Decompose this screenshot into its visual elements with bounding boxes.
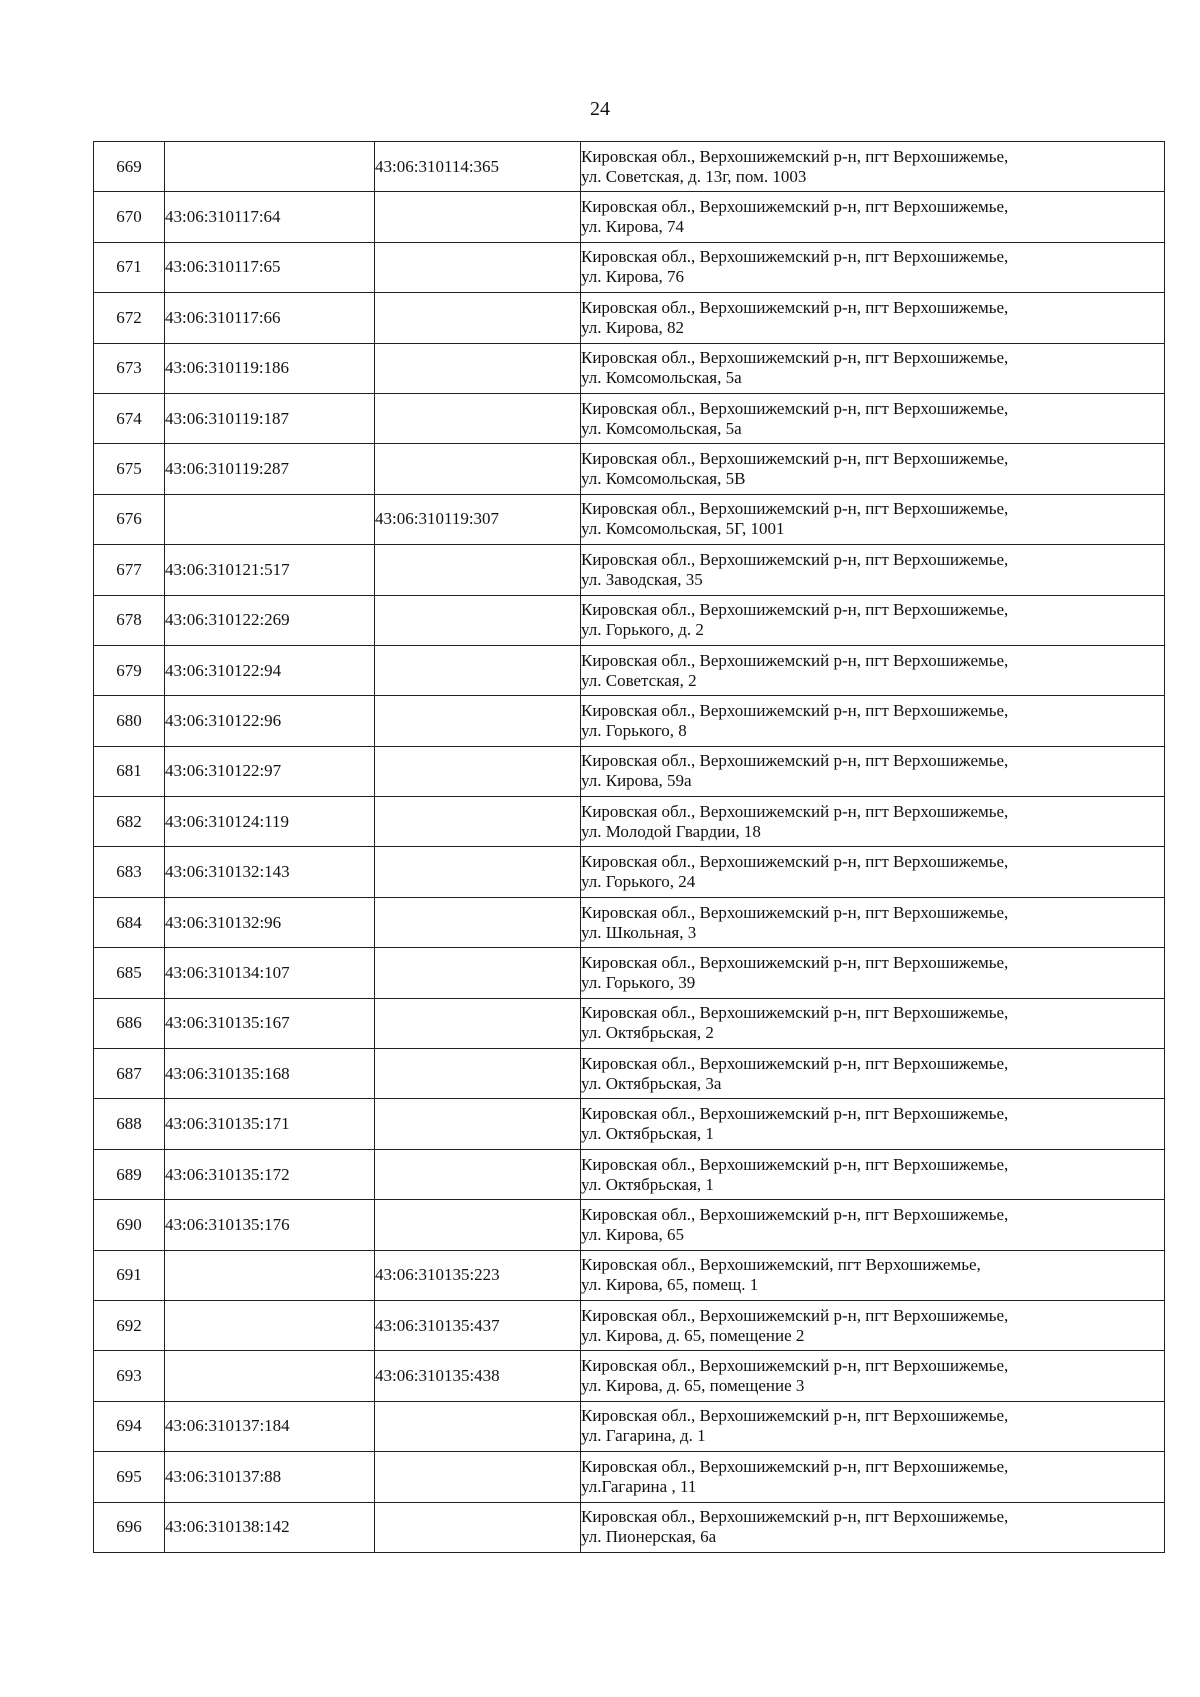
table-row [94,1099,1165,1149]
cadastral-number-secondary-cell [375,897,581,947]
table-row [94,1452,1165,1502]
cadastral-number-secondary-cell [375,343,581,393]
address-line-1: Кировская обл., Верхошижемский р-н, пгт Верхошижемье, [581,348,1009,368]
address-line-1: Кировская обл., Верхошижемский р-н, пгт Верхошижемье, [581,297,1009,317]
row-number-cell: 673 [94,343,165,393]
address-cell [581,998,1165,1048]
address-line-2: ул. Октябрьская, 1 [581,1174,714,1194]
address-cell [581,242,1165,292]
row-number-cell: 695 [94,1452,165,1502]
address-line-2: ул. Молодой Гвардии, 18 [581,821,761,841]
table-row [94,545,1165,595]
address-line-2: ул. Октябрьская, 1 [581,1124,714,1144]
address-cell [581,595,1165,645]
cadastral-number-secondary-cell [375,1149,581,1199]
row-number-cell: 679 [94,645,165,695]
cadastral-number-secondary-cell [375,393,581,443]
address-cell [581,343,1165,393]
address-line-1: Кировская обл., Верхошижемский р-н, пгт Верхошижемье, [581,600,1009,620]
address-line-2: ул. Кирова, д. 65, помещение 2 [581,1325,805,1345]
table-row [94,1200,1165,1250]
address-cell [581,1452,1165,1502]
address-cell [581,1401,1165,1451]
row-number-cell: 692 [94,1300,165,1350]
address-cell [581,142,1165,192]
address-line-2: ул. Комсомольская, 5В [581,469,746,489]
address-line-2: ул. Октябрьская, 2 [581,1023,714,1043]
address-cell [581,746,1165,796]
table-row [94,595,1165,645]
cadastral-number-cell: 43:06:310132:96 [165,897,375,947]
address-cell [581,494,1165,544]
address-line-1: Кировская обл., Верхошижемский р-н, пгт Верхошижемье, [581,751,1009,771]
address-line-2: ул. Горького, 39 [581,972,696,992]
table-row [94,1250,1165,1300]
address-line-2: ул. Кирова, 65, помещ. 1 [581,1275,759,1295]
table-row [94,696,1165,746]
row-number-cell: 669 [94,142,165,192]
cadastral-number-secondary-cell [375,293,581,343]
address-line-1: Кировская обл., Верхошижемский р-н, пгт Верхошижемье, [581,1305,1009,1325]
address-cell [581,1502,1165,1552]
cadastral-number-secondary-cell [375,192,581,242]
cadastral-number-cell: 43:06:310124:119 [165,797,375,847]
registry-body [94,142,1165,1553]
address-line-1: Кировская обл., Верхошижемский р-н, пгт Верхошижемье, [581,1003,1009,1023]
address-line-1: Кировская обл., Верхошижемский р-н, пгт Верхошижемье, [581,1507,1009,1527]
cadastral-number-cell: 43:06:310119:287 [165,444,375,494]
row-number-cell: 687 [94,1049,165,1099]
cadastral-number-cell [165,1351,375,1401]
address-line-2: ул. Заводская, 35 [581,569,703,589]
table-row [94,494,1165,544]
cadastral-number-cell: 43:06:310132:143 [165,847,375,897]
address-line-1: Кировская обл., Верхошижемский р-н, пгт Верхошижемье, [581,902,1009,922]
address-cell [581,1351,1165,1401]
row-number-cell: 678 [94,595,165,645]
address-line-1: Кировская обл., Верхошижемский р-н, пгт Верхошижемье, [581,650,1009,670]
table-row [94,645,1165,695]
address-line-2: ул. Горького, 8 [581,720,687,740]
row-number-cell: 691 [94,1250,165,1300]
address-line-1: Кировская обл., Верхошижемский р-н, пгт Верхошижемье, [581,852,1009,872]
cadastral-number-cell: 43:06:310117:65 [165,242,375,292]
cadastral-number-secondary-cell [375,545,581,595]
address-line-1: Кировская обл., Верхошижемский р-н, пгт Верхошижемье, [581,801,1009,821]
row-number-cell: 681 [94,746,165,796]
address-cell [581,444,1165,494]
address-line-2: ул. Кирова, 82 [581,317,685,337]
address-cell [581,545,1165,595]
address-line-1: Кировская обл., Верхошижемский р-н, пгт Верхошижемье, [581,549,1009,569]
address-cell [581,1250,1165,1300]
row-number-cell: 670 [94,192,165,242]
cadastral-number-secondary-cell [375,1401,581,1451]
table-row [94,293,1165,343]
row-number-cell: 685 [94,948,165,998]
address-line-1: Кировская обл., Верхошижемский р-н, пгт Верхошижемье, [581,1356,1009,1376]
cadastral-number-cell: 43:06:310135:167 [165,998,375,1048]
address-cell [581,1300,1165,1350]
cadastral-number-secondary-cell [375,595,581,645]
table-row [94,847,1165,897]
address-cell [581,696,1165,746]
cadastral-number-secondary-cell [375,1049,581,1099]
cadastral-number-cell: 43:06:310117:66 [165,293,375,343]
cadastral-number-secondary-cell [375,948,581,998]
cadastral-number-secondary-cell [375,847,581,897]
address-line-2: ул. Гагарина, д. 1 [581,1426,706,1446]
address-line-2: ул. Комсомольская, 5а [581,368,742,388]
address-line-1: Кировская обл., Верхошижемский р-н, пгт Верхошижемье, [581,1204,1009,1224]
cadastral-number-secondary-cell: 43:06:310119:307 [375,494,581,544]
table-row [94,897,1165,947]
cadastral-number-secondary-cell [375,746,581,796]
row-number-cell: 688 [94,1099,165,1149]
address-cell [581,897,1165,947]
table-row [94,142,1165,192]
cadastral-number-cell: 43:06:310119:186 [165,343,375,393]
row-number-cell: 689 [94,1149,165,1199]
row-number-cell: 680 [94,696,165,746]
cadastral-number-cell: 43:06:310135:168 [165,1049,375,1099]
row-number-cell: 682 [94,797,165,847]
address-line-2: ул. Пионерская, 6а [581,1527,717,1547]
cadastral-number-secondary-cell [375,1502,581,1552]
address-line-1: Кировская обл., Верхошижемский р-н, пгт Верхошижемье, [581,1456,1009,1476]
address-cell [581,1200,1165,1250]
address-cell [581,645,1165,695]
address-cell [581,192,1165,242]
property-registry-table [93,141,1165,1553]
row-number-cell: 672 [94,293,165,343]
table-row [94,1149,1165,1199]
address-line-1: Кировская обл., Верхошижемский р-н, пгт Верхошижемье, [581,1053,1009,1073]
address-line-1: Кировская обл., Верхошижемский р-н, пгт Верхошижемье, [581,499,1009,519]
row-number-cell: 674 [94,393,165,443]
table-row [94,746,1165,796]
address-line-2: ул. Комсомольская, 5а [581,418,742,438]
address-line-1: Кировская обл., Верхошижемский р-н, пгт Верхошижемье, [581,449,1009,469]
address-line-2: ул. Кирова, д. 65, помещение 3 [581,1376,805,1396]
address-line-1: Кировская обл., Верхошижемский р-н, пгт Верхошижемье, [581,952,1009,972]
table-row [94,998,1165,1048]
address-line-1: Кировская обл., Верхошижемский р-н, пгт Верхошижемье, [581,1104,1009,1124]
row-number-cell: 690 [94,1200,165,1250]
cadastral-number-secondary-cell [375,696,581,746]
address-cell [581,1099,1165,1149]
cadastral-number-cell [165,142,375,192]
cadastral-number-secondary-cell: 43:06:310114:365 [375,142,581,192]
cadastral-number-cell: 43:06:310121:517 [165,545,375,595]
row-number-cell: 694 [94,1401,165,1451]
table-row [94,1401,1165,1451]
address-line-2: ул. Советская, 2 [581,670,697,690]
row-number-cell: 684 [94,897,165,947]
cadastral-number-cell: 43:06:310134:107 [165,948,375,998]
address-cell [581,797,1165,847]
table-row [94,343,1165,393]
address-line-1: Кировская обл., Верхошижемский р-н, пгт Верхошижемье, [581,700,1009,720]
address-line-2: ул. Советская, д. 13г, пом. 1003 [581,166,807,186]
row-number-cell: 675 [94,444,165,494]
address-line-2: ул. Кирова, 65 [581,1224,685,1244]
row-number-cell: 686 [94,998,165,1048]
cadastral-number-cell: 43:06:310138:142 [165,1502,375,1552]
cadastral-number-secondary-cell: 43:06:310135:437 [375,1300,581,1350]
cadastral-number-cell: 43:06:310137:88 [165,1452,375,1502]
row-number-cell: 683 [94,847,165,897]
table-row [94,1300,1165,1350]
cadastral-number-secondary-cell [375,1200,581,1250]
address-cell [581,847,1165,897]
cadastral-number-secondary-cell [375,444,581,494]
cadastral-number-cell: 43:06:310119:187 [165,393,375,443]
address-line-2: ул. Октябрьская, 3а [581,1073,722,1093]
address-cell [581,1149,1165,1199]
address-line-2: ул. Кирова, 59а [581,771,692,791]
cadastral-number-cell: 43:06:310122:94 [165,645,375,695]
row-number-cell: 671 [94,242,165,292]
cadastral-number-cell [165,1250,375,1300]
cadastral-number-secondary-cell [375,998,581,1048]
address-cell [581,1049,1165,1099]
table-row [94,1351,1165,1401]
table-row [94,192,1165,242]
address-line-1: Кировская обл., Верхошижемский р-н, пгт Верхошижемье, [581,197,1009,217]
row-number-cell: 696 [94,1502,165,1552]
cadastral-number-secondary-cell: 43:06:310135:223 [375,1250,581,1300]
cadastral-number-cell: 43:06:310122:97 [165,746,375,796]
cadastral-number-cell: 43:06:310135:176 [165,1200,375,1250]
cadastral-number-secondary-cell [375,1452,581,1502]
address-line-1: Кировская обл., Верхошижемский р-н, пгт Верхошижемье, [581,1154,1009,1174]
row-number-cell: 677 [94,545,165,595]
address-line-2: ул.Гагарина , 11 [581,1476,697,1496]
cadastral-number-cell: 43:06:310135:172 [165,1149,375,1199]
address-line-2: ул. Горького, д. 2 [581,620,704,640]
address-line-2: ул. Кирова, 76 [581,267,685,287]
page-number: 24 [590,98,610,120]
table-row [94,444,1165,494]
address-line-2: ул. Кирова, 74 [581,217,685,237]
cadastral-number-cell: 43:06:310117:64 [165,192,375,242]
table-row [94,393,1165,443]
address-line-1: Кировская обл., Верхошижемский р-н, пгт Верхошижемье, [581,1406,1009,1426]
table-row [94,948,1165,998]
address-cell [581,948,1165,998]
address-line-2: ул. Горького, 24 [581,872,696,892]
cadastral-number-secondary-cell [375,645,581,695]
cadastral-number-cell: 43:06:310137:184 [165,1401,375,1451]
address-line-2: ул. Школьная, 3 [581,922,697,942]
address-line-1: Кировская обл., Верхошижемский р-н, пгт Верхошижемье, [581,146,1009,166]
address-line-1: Кировская обл., Верхошижемский р-н, пгт Верхошижемье, [581,247,1009,267]
cadastral-number-secondary-cell: 43:06:310135:438 [375,1351,581,1401]
row-number-cell: 676 [94,494,165,544]
cadastral-number-cell: 43:06:310135:171 [165,1099,375,1149]
address-line-1: Кировская обл., Верхошижемский, пгт Верхошижемье, [581,1255,981,1275]
row-number-cell: 693 [94,1351,165,1401]
cadastral-number-secondary-cell [375,242,581,292]
cadastral-number-cell: 43:06:310122:96 [165,696,375,746]
address-line-2: ул. Комсомольская, 5Г, 1001 [581,519,785,539]
address-line-1: Кировская обл., Верхошижемский р-н, пгт Верхошижемье, [581,398,1009,418]
table-row [94,1502,1165,1552]
table-row [94,797,1165,847]
cadastral-number-cell: 43:06:310122:269 [165,595,375,645]
address-cell [581,393,1165,443]
table-row [94,242,1165,292]
address-cell [581,293,1165,343]
cadastral-number-cell [165,1300,375,1350]
cadastral-number-cell [165,494,375,544]
cadastral-number-secondary-cell [375,797,581,847]
cadastral-number-secondary-cell [375,1099,581,1149]
table-row [94,1049,1165,1099]
